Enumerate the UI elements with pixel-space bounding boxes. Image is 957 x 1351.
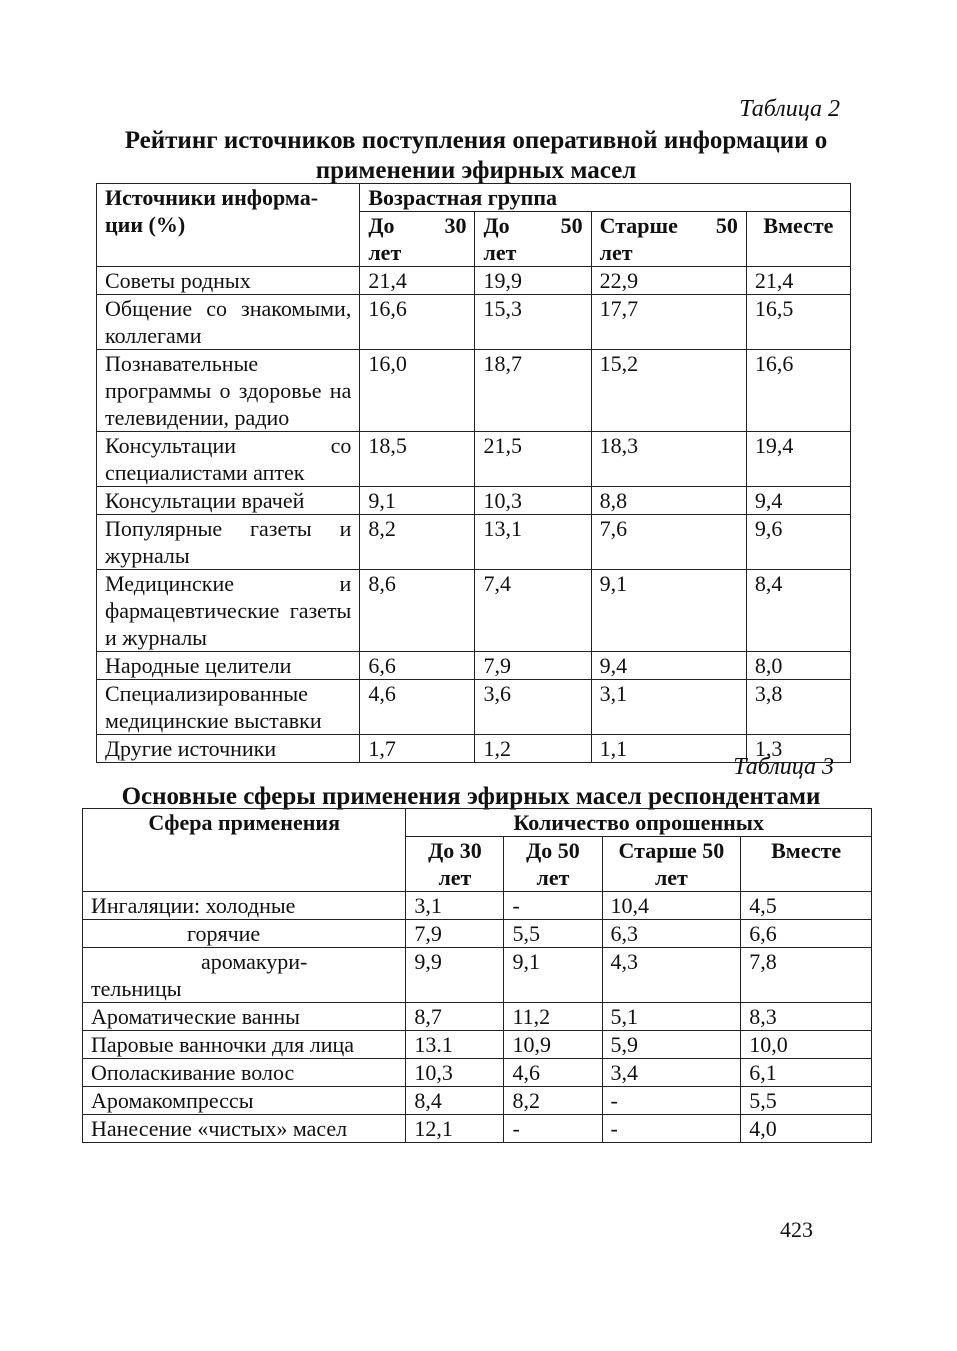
table-row	[83, 1115, 872, 1143]
table3-header-under30-a: До 30	[428, 838, 482, 863]
table2-header-sources-text-a: Источники информа-	[105, 185, 319, 210]
value-under30: 4,6	[360, 680, 475, 735]
value-under50: 3,6	[475, 680, 591, 735]
value-total: 8,0	[746, 652, 850, 680]
value-over50: 4,3	[602, 948, 741, 1003]
table2-header-over50-c: лет	[599, 240, 633, 265]
value-under50: -	[504, 1115, 602, 1143]
value-total: 16,5	[746, 295, 850, 350]
value-under50: 18,7	[475, 350, 591, 432]
table3-header-sphere: Сфера применения	[83, 809, 406, 892]
value-over50: 7,6	[591, 515, 746, 570]
sphere-cell: Ароматические ванны	[83, 1003, 406, 1031]
value-over50: 3,1	[591, 680, 746, 735]
value-total: 1,3	[746, 735, 850, 763]
source-cell: Медицинские и фармацевтические газеты и журналы	[97, 570, 360, 652]
source-cell: Популярные газеты и журналы	[97, 515, 360, 570]
value-under30: 13.1	[406, 1031, 504, 1059]
value-under30: 6,6	[360, 652, 475, 680]
table3-body	[83, 892, 872, 1143]
value-over50: 5,9	[602, 1031, 741, 1059]
sphere-cell: Нанесение «чистых» масел	[83, 1115, 406, 1143]
table2-header-under30-a: До	[368, 213, 395, 238]
sphere-cell: Аромакомпрессы	[83, 1087, 406, 1115]
table3-header-under50-a: До 50	[526, 838, 580, 863]
table-row	[97, 680, 851, 735]
value-under30: 10,3	[406, 1059, 504, 1087]
table-row	[97, 515, 851, 570]
sphere-cell	[83, 948, 406, 1003]
value-under50: 5,5	[504, 920, 602, 948]
value-under50: 10,3	[475, 487, 591, 515]
value-under50: 19,9	[475, 267, 591, 295]
table2-title	[95, 126, 857, 186]
table-row	[83, 948, 872, 1003]
table2-title-line2: применении эфирных масел	[315, 157, 637, 184]
value-under50: 9,1	[504, 948, 602, 1003]
value-under50: 7,4	[475, 570, 591, 652]
source-cell: Другие источники	[97, 735, 360, 763]
table-row	[97, 570, 851, 652]
value-over50: -	[602, 1115, 741, 1143]
value-over50: 8,8	[591, 487, 746, 515]
table2-header-sources-text-b: ции (%)	[105, 212, 186, 237]
table-row	[97, 267, 851, 295]
table2-body	[97, 267, 851, 763]
value-under30: 3,1	[406, 892, 504, 920]
table-row	[83, 892, 872, 920]
source-cell: Познавательные программы о здоровье на телевидении, радио	[97, 350, 360, 432]
table2-header-under30	[360, 212, 475, 267]
value-under50: 7,9	[475, 652, 591, 680]
value-over50: 9,4	[591, 652, 746, 680]
sphere-text-b: тельницы	[91, 976, 182, 1001]
value-under50: 21,5	[475, 432, 591, 487]
value-total: 7,8	[741, 948, 872, 1003]
table2-header-under50-line1	[483, 212, 582, 239]
table2-header-over50-b: 50	[715, 213, 738, 238]
value-over50: 3,4	[602, 1059, 741, 1087]
value-under30: 8,2	[360, 515, 475, 570]
value-under50: 11,2	[504, 1003, 602, 1031]
table2-header-under30-line1	[368, 212, 466, 239]
value-total: 10,0	[741, 1031, 872, 1059]
table-row	[97, 295, 851, 350]
value-under50: 13,1	[475, 515, 591, 570]
value-over50: 1,1	[591, 735, 746, 763]
sphere-cell: Ополаскивание волос	[83, 1059, 406, 1087]
value-over50: -	[602, 1087, 741, 1115]
sphere-cell: Ингаляции: холодные	[83, 892, 406, 920]
source-cell: Специализированные медицинские выставки	[97, 680, 360, 735]
table2-header-over50	[591, 212, 746, 267]
value-under30: 9,9	[406, 948, 504, 1003]
table2	[96, 183, 851, 763]
table2-header-sources-line1	[105, 184, 351, 211]
table-row	[97, 487, 851, 515]
source-cell: Консультации со специалистами аптек	[97, 432, 360, 487]
value-total: 9,4	[746, 487, 850, 515]
table-row	[83, 920, 872, 948]
value-under30: 1,7	[360, 735, 475, 763]
table3-header-over50	[602, 837, 741, 892]
sphere-text-a: аромакури-	[201, 949, 308, 974]
table2-header-under30-c: лет	[368, 240, 402, 265]
source-cell: Народные целители	[97, 652, 360, 680]
value-under50: 15,3	[475, 295, 591, 350]
table3-header-total: Вместе	[741, 837, 872, 892]
table2-header-row	[97, 184, 851, 212]
table3-header-over50-a: Старше 50	[618, 838, 725, 863]
source-cell: Консультации врачей	[97, 487, 360, 515]
value-over50: 22,9	[591, 267, 746, 295]
table3-header-under30	[406, 837, 504, 892]
table3-header-under30-b: лет	[438, 865, 472, 890]
value-under50: 1,2	[475, 735, 591, 763]
table2-header-under50-b: 50	[560, 213, 583, 238]
value-total: 3,8	[746, 680, 850, 735]
table-row	[97, 652, 851, 680]
value-total: 21,4	[746, 267, 850, 295]
value-under30: 7,9	[406, 920, 504, 948]
table2-header-sources	[97, 184, 360, 267]
value-under30: 16,0	[360, 350, 475, 432]
value-over50: 15,2	[591, 350, 746, 432]
table2-header-over50-a: Старше	[599, 213, 678, 238]
value-total: 19,4	[746, 432, 850, 487]
table3-header-under50	[504, 837, 602, 892]
value-over50: 5,1	[602, 1003, 741, 1031]
value-over50: 6,3	[602, 920, 741, 948]
value-under50: -	[504, 892, 602, 920]
value-total: 8,4	[746, 570, 850, 652]
table3-title: Основные сферы применения эфирных масел респондентами	[121, 783, 821, 810]
table3-header-respondents: Количество опрошенных	[406, 809, 872, 837]
value-total: 16,6	[746, 350, 850, 432]
value-total: 4,5	[741, 892, 872, 920]
sphere-cell: горячие	[83, 920, 406, 948]
value-under30: 8,4	[406, 1087, 504, 1115]
value-over50: 10,4	[602, 892, 741, 920]
table-row	[83, 1003, 872, 1031]
value-under30: 8,6	[360, 570, 475, 652]
value-under30: 18,5	[360, 432, 475, 487]
table3-header-over50-b: лет	[654, 865, 688, 890]
value-under30: 16,6	[360, 295, 475, 350]
value-under50: 8,2	[504, 1087, 602, 1115]
page-number: 423	[780, 1217, 813, 1242]
value-over50: 9,1	[591, 570, 746, 652]
value-under30: 8,7	[406, 1003, 504, 1031]
table3	[82, 808, 872, 1143]
table2-caption: Таблица 2	[739, 96, 840, 122]
table2-title-line1: Рейтинг источников поступления оперативной информации о	[124, 127, 828, 154]
table2-header-under50-c: лет	[483, 240, 517, 265]
table-row	[83, 1059, 872, 1087]
value-under30: 9,1	[360, 487, 475, 515]
value-total: 9,6	[746, 515, 850, 570]
value-under50: 4,6	[504, 1059, 602, 1087]
table-row	[83, 1031, 872, 1059]
source-cell: Общение со знакомыми, коллегами	[97, 295, 360, 350]
source-cell: Советы родных	[97, 267, 360, 295]
value-total: 6,1	[741, 1059, 872, 1087]
value-under50: 10,9	[504, 1031, 602, 1059]
value-total: 8,3	[741, 1003, 872, 1031]
table2-header-under30-b: 30	[444, 213, 467, 238]
table2-header-age-group: Возрастная группа	[360, 184, 851, 212]
value-total: 6,6	[741, 920, 872, 948]
table2-header-total: Вместе	[746, 212, 850, 267]
sphere-cell: Паровые ванночки для лица	[83, 1031, 406, 1059]
table3-caption: Таблица 3	[733, 754, 834, 780]
table2-header-under50	[475, 212, 591, 267]
value-total: 4,0	[741, 1115, 872, 1143]
table2-header-over50-line1	[600, 212, 738, 239]
table3-header-under50-b: лет	[536, 865, 570, 890]
value-under30: 21,4	[360, 267, 475, 295]
value-over50: 18,3	[591, 432, 746, 487]
table2-header-under50-a: До	[483, 213, 510, 238]
value-total: 5,5	[741, 1087, 872, 1115]
table-row	[97, 432, 851, 487]
table3-header-row	[83, 809, 872, 837]
table-row	[83, 1087, 872, 1115]
value-over50: 17,7	[591, 295, 746, 350]
table-row	[97, 350, 851, 432]
value-under30: 12,1	[406, 1115, 504, 1143]
